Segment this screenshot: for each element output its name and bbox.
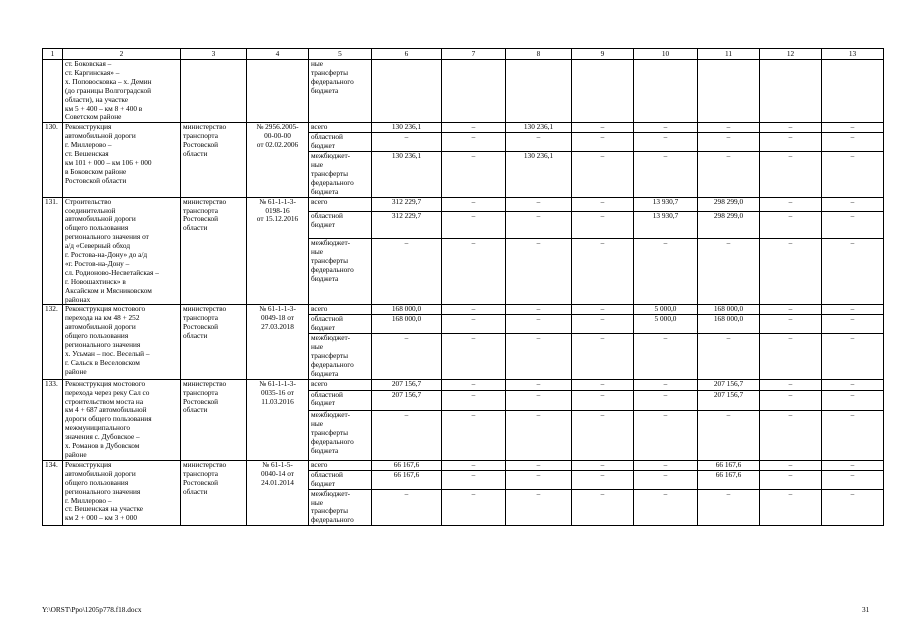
document-ref: № 61-1-1-3- 0198-16 от 15.12.2016 [247,197,309,305]
object-name: Реконструкция мостового перехода через реку Сал со строительством моста на км 4 + 687 автомобильной дороги общего пользования межмуниципального значения с. Дубовское – х. Романов в Дубовском районе [63,379,181,460]
value-cell: – [634,411,698,461]
responsible-org: министерство транспорта Ростовской области [181,123,247,197]
value-cell: 66 167,6 [698,460,760,470]
value-cell: – [506,411,572,461]
value-cell: – [822,152,884,198]
row-number: 130. [43,123,63,197]
value-cell: – [760,197,822,211]
funding-source: областной бюджет [309,133,372,152]
value-cell: 207 156,7 [372,390,442,411]
funding-source: межбюджет- ные трансферты федерального [309,489,372,526]
value-cell: – [572,305,634,315]
value-cell: – [506,470,572,489]
value-cell: 312 229,7 [372,211,442,238]
object-name: ст. Боковская – ст. Каргинская» – х. Поповосковка – х. Демин (до границы Волгоградской области), на участке км 5 + 400 – км 8 + 400 в Советском районе [63,60,181,123]
responsible-org: министерство транспорта Ростовской области [181,379,247,460]
table-row [43,305,884,315]
value-cell: – [634,460,698,470]
document-ref [247,60,309,123]
column-number: 5 [309,49,372,60]
value-cell: – [698,152,760,198]
value-cell [506,60,572,123]
value-cell: – [442,211,506,238]
value-cell: – [760,152,822,198]
funding-source: областной бюджет [309,211,372,238]
value-cell: 207 156,7 [372,379,442,390]
value-cell: – [822,334,884,380]
value-cell [634,60,698,123]
column-number: 9 [572,49,634,60]
value-cell: – [572,470,634,489]
value-cell: – [822,133,884,152]
responsible-org: министерство транспорта Ростовской области [181,197,247,305]
value-cell: – [760,489,822,526]
value-cell: 13 930,7 [634,211,698,238]
value-cell: – [760,211,822,238]
value-cell: – [634,390,698,411]
value-cell: – [442,379,506,390]
value-cell: – [372,334,442,380]
value-cell: – [442,489,506,526]
value-cell: – [572,411,634,461]
funding-source: областной бюджет [309,315,372,334]
document-ref: № 61-1-1-3- 0035-16 от 11.03.2016 [247,379,309,460]
value-cell: – [760,470,822,489]
object-name: Строительство соединительной автомобильной дороги общего пользования регионального значения от а/д «Северный обход г. Ростова-на-Дону» до а/д «г. Ростов-на-Дону – сл. Родионово-Несветайская – г. Новошахтинск» в Аксайском и Мясниковском районах [63,197,181,305]
responsible-org [181,60,247,123]
value-cell: – [506,315,572,334]
object-name: Реконструкция мостового перехода на км 48 + 252 автомобильной дороги общего пользования регионального значения х. Усьман – пос. Веселый – г. Сальск в Веселовском районе [63,305,181,379]
value-cell: – [822,305,884,315]
value-cell: – [572,152,634,198]
value-cell: 66 167,6 [372,470,442,489]
table-row [43,379,884,390]
value-cell: – [822,489,884,526]
value-cell: – [572,489,634,526]
value-cell: – [372,239,442,305]
value-cell: – [506,460,572,470]
value-cell: – [760,239,822,305]
value-cell: – [442,334,506,380]
funding-source: межбюджет- ные трансферты федерального бюджета [309,334,372,380]
document-ref: № 2956.2005- 00-00-00 от 02.02.2006 [247,123,309,197]
funding-source: всего [309,197,372,211]
responsible-org: министерство транспорта Ростовской области [181,305,247,379]
value-cell: – [506,489,572,526]
value-cell: – [634,152,698,198]
value-cell: – [442,305,506,315]
row-number: 132. [43,305,63,379]
value-cell: 168 000,0 [698,315,760,334]
column-number: 7 [442,49,506,60]
row-number: 134. [43,460,63,525]
value-cell: – [822,460,884,470]
value-cell: – [572,390,634,411]
value-cell: 168 000,0 [372,305,442,315]
table-row [43,123,884,133]
value-cell: – [442,133,506,152]
column-number: 6 [372,49,442,60]
funding-table [42,48,884,526]
value-cell: – [442,239,506,305]
funding-source: областной бюджет [309,470,372,489]
value-cell: – [760,315,822,334]
funding-source: всего [309,379,372,390]
value-cell: – [822,411,884,461]
value-cell: 168 000,0 [372,315,442,334]
row-number: 133. [43,379,63,460]
value-cell: – [442,152,506,198]
column-number: 4 [247,49,309,60]
funding-source: всего [309,460,372,470]
value-cell: – [634,489,698,526]
row-number [43,60,63,123]
value-cell: – [572,315,634,334]
value-cell: 130 236,1 [372,123,442,133]
column-number: 1 [43,49,63,60]
value-cell: – [442,390,506,411]
value-cell: 207 156,7 [698,379,760,390]
value-cell: 13 930,7 [634,197,698,211]
value-cell: – [442,123,506,133]
value-cell: – [822,379,884,390]
value-cell: – [634,334,698,380]
value-cell: – [442,470,506,489]
value-cell: 5 000,0 [634,315,698,334]
value-cell: – [372,489,442,526]
column-number: 8 [506,49,572,60]
column-number: 12 [760,49,822,60]
value-cell: – [506,211,572,238]
table-row [43,460,884,470]
value-cell: – [822,315,884,334]
value-cell: – [506,305,572,315]
value-cell: – [372,411,442,461]
value-cell: – [442,315,506,334]
value-cell: – [634,379,698,390]
value-cell: – [822,470,884,489]
value-cell [372,60,442,123]
continuation-row [43,60,884,123]
value-cell: 207 156,7 [698,390,760,411]
document-ref: № 61-1-1-3- 0049-18 от 27.03.2018 [247,305,309,379]
value-cell: – [572,239,634,305]
value-cell: – [698,489,760,526]
value-cell: – [442,197,506,211]
value-cell: 168 000,0 [698,305,760,315]
value-cell: 66 167,6 [698,470,760,489]
value-cell: – [506,197,572,211]
value-cell: – [572,460,634,470]
value-cell: 130 236,1 [506,152,572,198]
column-number: 13 [822,49,884,60]
value-cell: – [572,133,634,152]
value-cell: – [634,239,698,305]
value-cell: – [506,390,572,411]
table-row [43,197,884,211]
value-cell: – [822,239,884,305]
value-cell [572,60,634,123]
value-cell: – [760,305,822,315]
header-row [43,49,884,60]
value-cell: – [506,379,572,390]
value-cell: – [822,123,884,133]
value-cell [822,60,884,123]
page-number: 31 [862,605,870,614]
value-cell: – [760,460,822,470]
value-cell: – [760,133,822,152]
responsible-org: министерство транспорта Ростовской области [181,460,247,525]
column-number: 10 [634,49,698,60]
funding-source: всего [309,123,372,133]
funding-source: ные трансферты федерального бюджета [309,60,372,123]
value-cell: – [760,123,822,133]
value-cell: – [760,379,822,390]
value-cell: – [572,211,634,238]
column-number: 3 [181,49,247,60]
value-cell: 130 236,1 [506,123,572,133]
row-number: 131. [43,197,63,305]
value-cell: – [822,390,884,411]
value-cell: 312 229,7 [372,197,442,211]
value-cell: – [372,133,442,152]
value-cell: – [634,123,698,133]
value-cell: – [822,211,884,238]
funding-source: межбюджет- ные трансферты федерального бюджета [309,411,372,461]
value-cell: – [506,239,572,305]
value-cell: – [634,470,698,489]
value-cell: – [760,390,822,411]
value-cell: – [760,334,822,380]
value-cell: – [572,197,634,211]
object-name: Реконструкция автомобильной дороги общего пользования регионального значения г. Миллерово – ст. Вешенская на участке км 2 + 000 – км 3 + 000 [63,460,181,525]
value-cell: – [822,197,884,211]
value-cell [698,60,760,123]
value-cell: 298 299,0 [698,211,760,238]
value-cell: 130 236,1 [372,152,442,198]
value-cell: – [760,411,822,461]
value-cell: – [698,334,760,380]
value-cell: 5 000,0 [634,305,698,315]
value-cell: – [698,133,760,152]
value-cell: – [572,334,634,380]
value-cell [760,60,822,123]
value-cell: – [698,411,760,461]
value-cell: – [442,411,506,461]
column-number: 2 [63,49,181,60]
value-cell: – [442,460,506,470]
funding-source: межбюджет- ные трансферты федерального бюджета [309,152,372,198]
funding-source: областной бюджет [309,390,372,411]
value-cell: 66 167,6 [372,460,442,470]
file-path: Y:\ORST\Ppo\1205p778.f18.docx [42,605,142,614]
funding-source: всего [309,305,372,315]
value-cell: 298 299,0 [698,197,760,211]
value-cell: – [572,123,634,133]
value-cell: – [698,123,760,133]
value-cell: – [506,133,572,152]
funding-source: межбюджет- ные трансферты федерального бюджета [309,239,372,305]
value-cell: – [634,133,698,152]
value-cell [442,60,506,123]
value-cell: – [698,239,760,305]
object-name: Реконструкция автомобильной дороги г. Миллерово – ст. Вешенская км 101 + 000 – км 106 + 000 в Боковском районе Ростовской области [63,123,181,197]
value-cell: – [506,334,572,380]
document-ref: № 61-1-5- 0040-14 от 24.01.2014 [247,460,309,525]
column-number: 11 [698,49,760,60]
value-cell: – [572,379,634,390]
